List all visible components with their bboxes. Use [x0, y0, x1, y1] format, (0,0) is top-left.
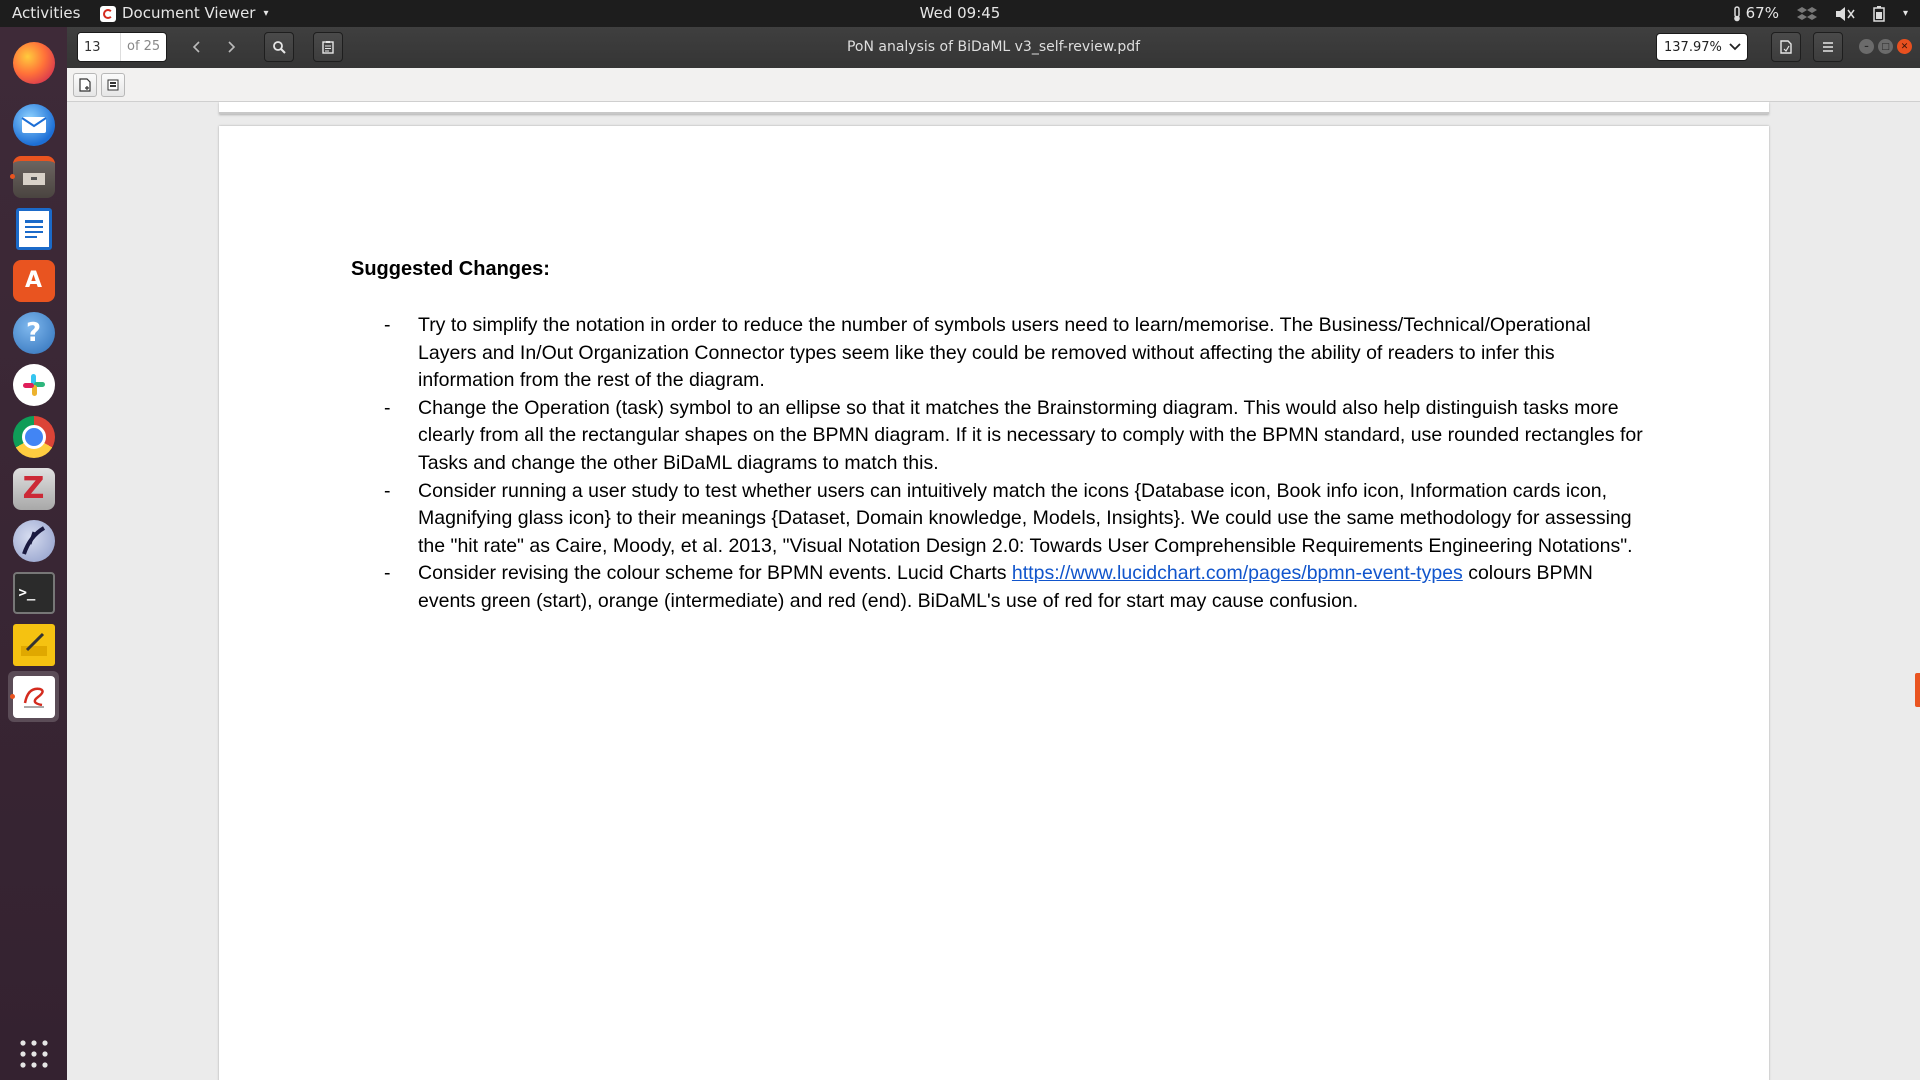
list-item-text: Change the Operation (task) symbol to an ellipse so that it matches the Brainstorming diagram. This would also help distinguish tasks more clearly from all the rectangular shapes on the BPMN diagram. If it is necessary to comply with the BPMN standard, use rounded rectangles for Tasks and change the other BiDaML diagrams to match this. — [418, 396, 1643, 474]
temperature-indicator[interactable] — [1732, 0, 1779, 27]
list-bullet: - — [384, 479, 391, 502]
document-title: PoN analysis of BiDaML v3_self-review.pdf — [846, 39, 1141, 55]
dock-eclipse[interactable] — [8, 515, 59, 566]
dock-terminal[interactable] — [8, 567, 59, 618]
list-item-text-before: Consider revising the colour scheme for BPMN events. Lucid Charts — [418, 562, 1012, 585]
window-controls — [1859, 39, 1912, 54]
view-mode-button[interactable] — [1771, 32, 1801, 62]
dock-help[interactable] — [8, 307, 59, 358]
document-viewer-icon — [13, 676, 55, 718]
chevron-right-icon — [225, 40, 237, 54]
list-item-text: Consider running a user study to test whether users can intuitively match the icons {Database icon, Book info icon, Information cards icon, Magnifying glass icon} to their meanings {Dataset, Domain knowledge, Models, Insights}. We could use the same methodology for assessing the "hit rate" as Caire, Moody, et al. 2013, "Visual Notation Design 2.0: Towards User Comprehensible Requirements Engineering Notations". — [418, 479, 1633, 557]
volume-muted-icon[interactable] — [1835, 6, 1855, 22]
firefox-icon — [13, 42, 55, 84]
battery-percent: 67% — [1745, 4, 1779, 22]
system-tray[interactable] — [1732, 0, 1908, 27]
maximize-button[interactable]: □ — [1878, 39, 1893, 54]
section-heading: Suggested Changes: — [351, 258, 550, 280]
page-total-label: of 25 — [120, 33, 166, 61]
search-icon — [272, 40, 286, 54]
chrome-icon — [13, 416, 55, 458]
writer-icon — [16, 208, 52, 250]
zoom-select[interactable] — [1656, 33, 1748, 61]
dock-slack[interactable] — [8, 359, 59, 410]
annotations-button[interactable] — [313, 32, 343, 62]
software-center-icon: A — [13, 260, 55, 302]
dock — [0, 27, 67, 1080]
document-icon — [1780, 40, 1792, 54]
page-number-input[interactable] — [78, 33, 120, 61]
grid-icon — [19, 1039, 49, 1069]
scrollbar-indicator[interactable] — [1915, 673, 1920, 707]
annotation-toolbar — [67, 68, 1920, 102]
terminal-icon: >_ — [13, 572, 55, 614]
list-bullet: - — [384, 396, 391, 419]
dock-chrome[interactable] — [8, 411, 59, 462]
list-item — [351, 395, 1651, 478]
zoom-level: 137.97% — [1664, 39, 1722, 55]
previous-page-edge — [219, 102, 1769, 114]
hamburger-icon — [1822, 41, 1834, 53]
pdf-page — [219, 126, 1769, 1080]
show-applications-button[interactable] — [8, 1028, 59, 1079]
slack-icon — [13, 364, 55, 406]
dock-zotero[interactable] — [8, 463, 59, 514]
add-text-annotation-button[interactable] — [73, 73, 97, 97]
previous-page-button[interactable] — [182, 32, 212, 62]
running-indicator — [10, 694, 15, 699]
thunderbird-icon — [13, 104, 55, 146]
document-view[interactable] — [67, 102, 1920, 1080]
chevron-down-icon — [1729, 41, 1741, 54]
help-icon: ? — [13, 312, 55, 354]
lucidchart-link[interactable]: https://www.lucidchart.com/pages/bpmn-event-types — [1011, 562, 1463, 585]
close-button[interactable]: ✕ — [1897, 39, 1912, 54]
header-bar — [67, 27, 1920, 69]
list-item — [351, 312, 1651, 395]
list-bullet: - — [384, 314, 391, 336]
chevron-left-icon — [191, 40, 203, 54]
dock-thunderbird[interactable] — [8, 99, 59, 150]
highlight-annotation-button[interactable] — [101, 73, 125, 97]
dock-firefox[interactable] — [8, 37, 59, 88]
caret-down-icon: ▾ — [263, 8, 269, 19]
list-item — [351, 560, 1651, 615]
list-item-text: Try to simplify the notation in order to reduce the number of symbols users need to learn/memorise. The Business/Technical/Operational Layers and In/Out Organization Connector types seem like they could be removed without affecting the ability of readers to infer this information from the rest of the diagram. — [418, 314, 1591, 392]
document-viewer-app-icon — [100, 6, 116, 22]
activities-button[interactable]: Activities — [12, 4, 81, 22]
next-page-button[interactable] — [216, 32, 246, 62]
clipboard-icon — [322, 40, 334, 54]
suggested-changes-list — [351, 312, 1651, 616]
highlight-icon — [106, 78, 120, 92]
search-button[interactable] — [264, 32, 294, 62]
running-indicator — [10, 174, 15, 179]
dock-notes[interactable] — [8, 619, 59, 670]
zotero-icon: Z — [13, 468, 55, 510]
battery-icon[interactable] — [1873, 6, 1885, 22]
page-selector[interactable] — [77, 32, 167, 62]
menu-button[interactable] — [1813, 32, 1843, 62]
minimize-button[interactable]: – — [1859, 39, 1874, 54]
list-item-text-after: colours BPMN events green (start), orange (intermediate) and red (end). BiDaML's use of red for start may cause confusion. — [418, 562, 1593, 612]
files-icon — [13, 156, 55, 198]
list-item — [351, 478, 1651, 561]
notes-icon — [13, 624, 55, 666]
app-menu-label: Document Viewer — [122, 4, 256, 22]
system-menu-caret-icon[interactable]: ▾ — [1902, 8, 1908, 19]
clock[interactable]: Wed 09:45 — [919, 4, 1001, 22]
dock-writer[interactable] — [8, 203, 59, 254]
note-add-icon — [78, 78, 92, 92]
dropbox-icon[interactable] — [1797, 6, 1817, 22]
app-menu[interactable] — [100, 0, 269, 27]
eclipse-icon — [13, 520, 55, 562]
dock-software-center[interactable] — [8, 255, 59, 306]
dock-files[interactable] — [8, 151, 59, 202]
list-bullet: - — [384, 562, 391, 585]
dock-document-viewer[interactable] — [8, 671, 59, 722]
thermometer-icon — [1732, 6, 1742, 22]
top-bar — [0, 0, 1920, 27]
